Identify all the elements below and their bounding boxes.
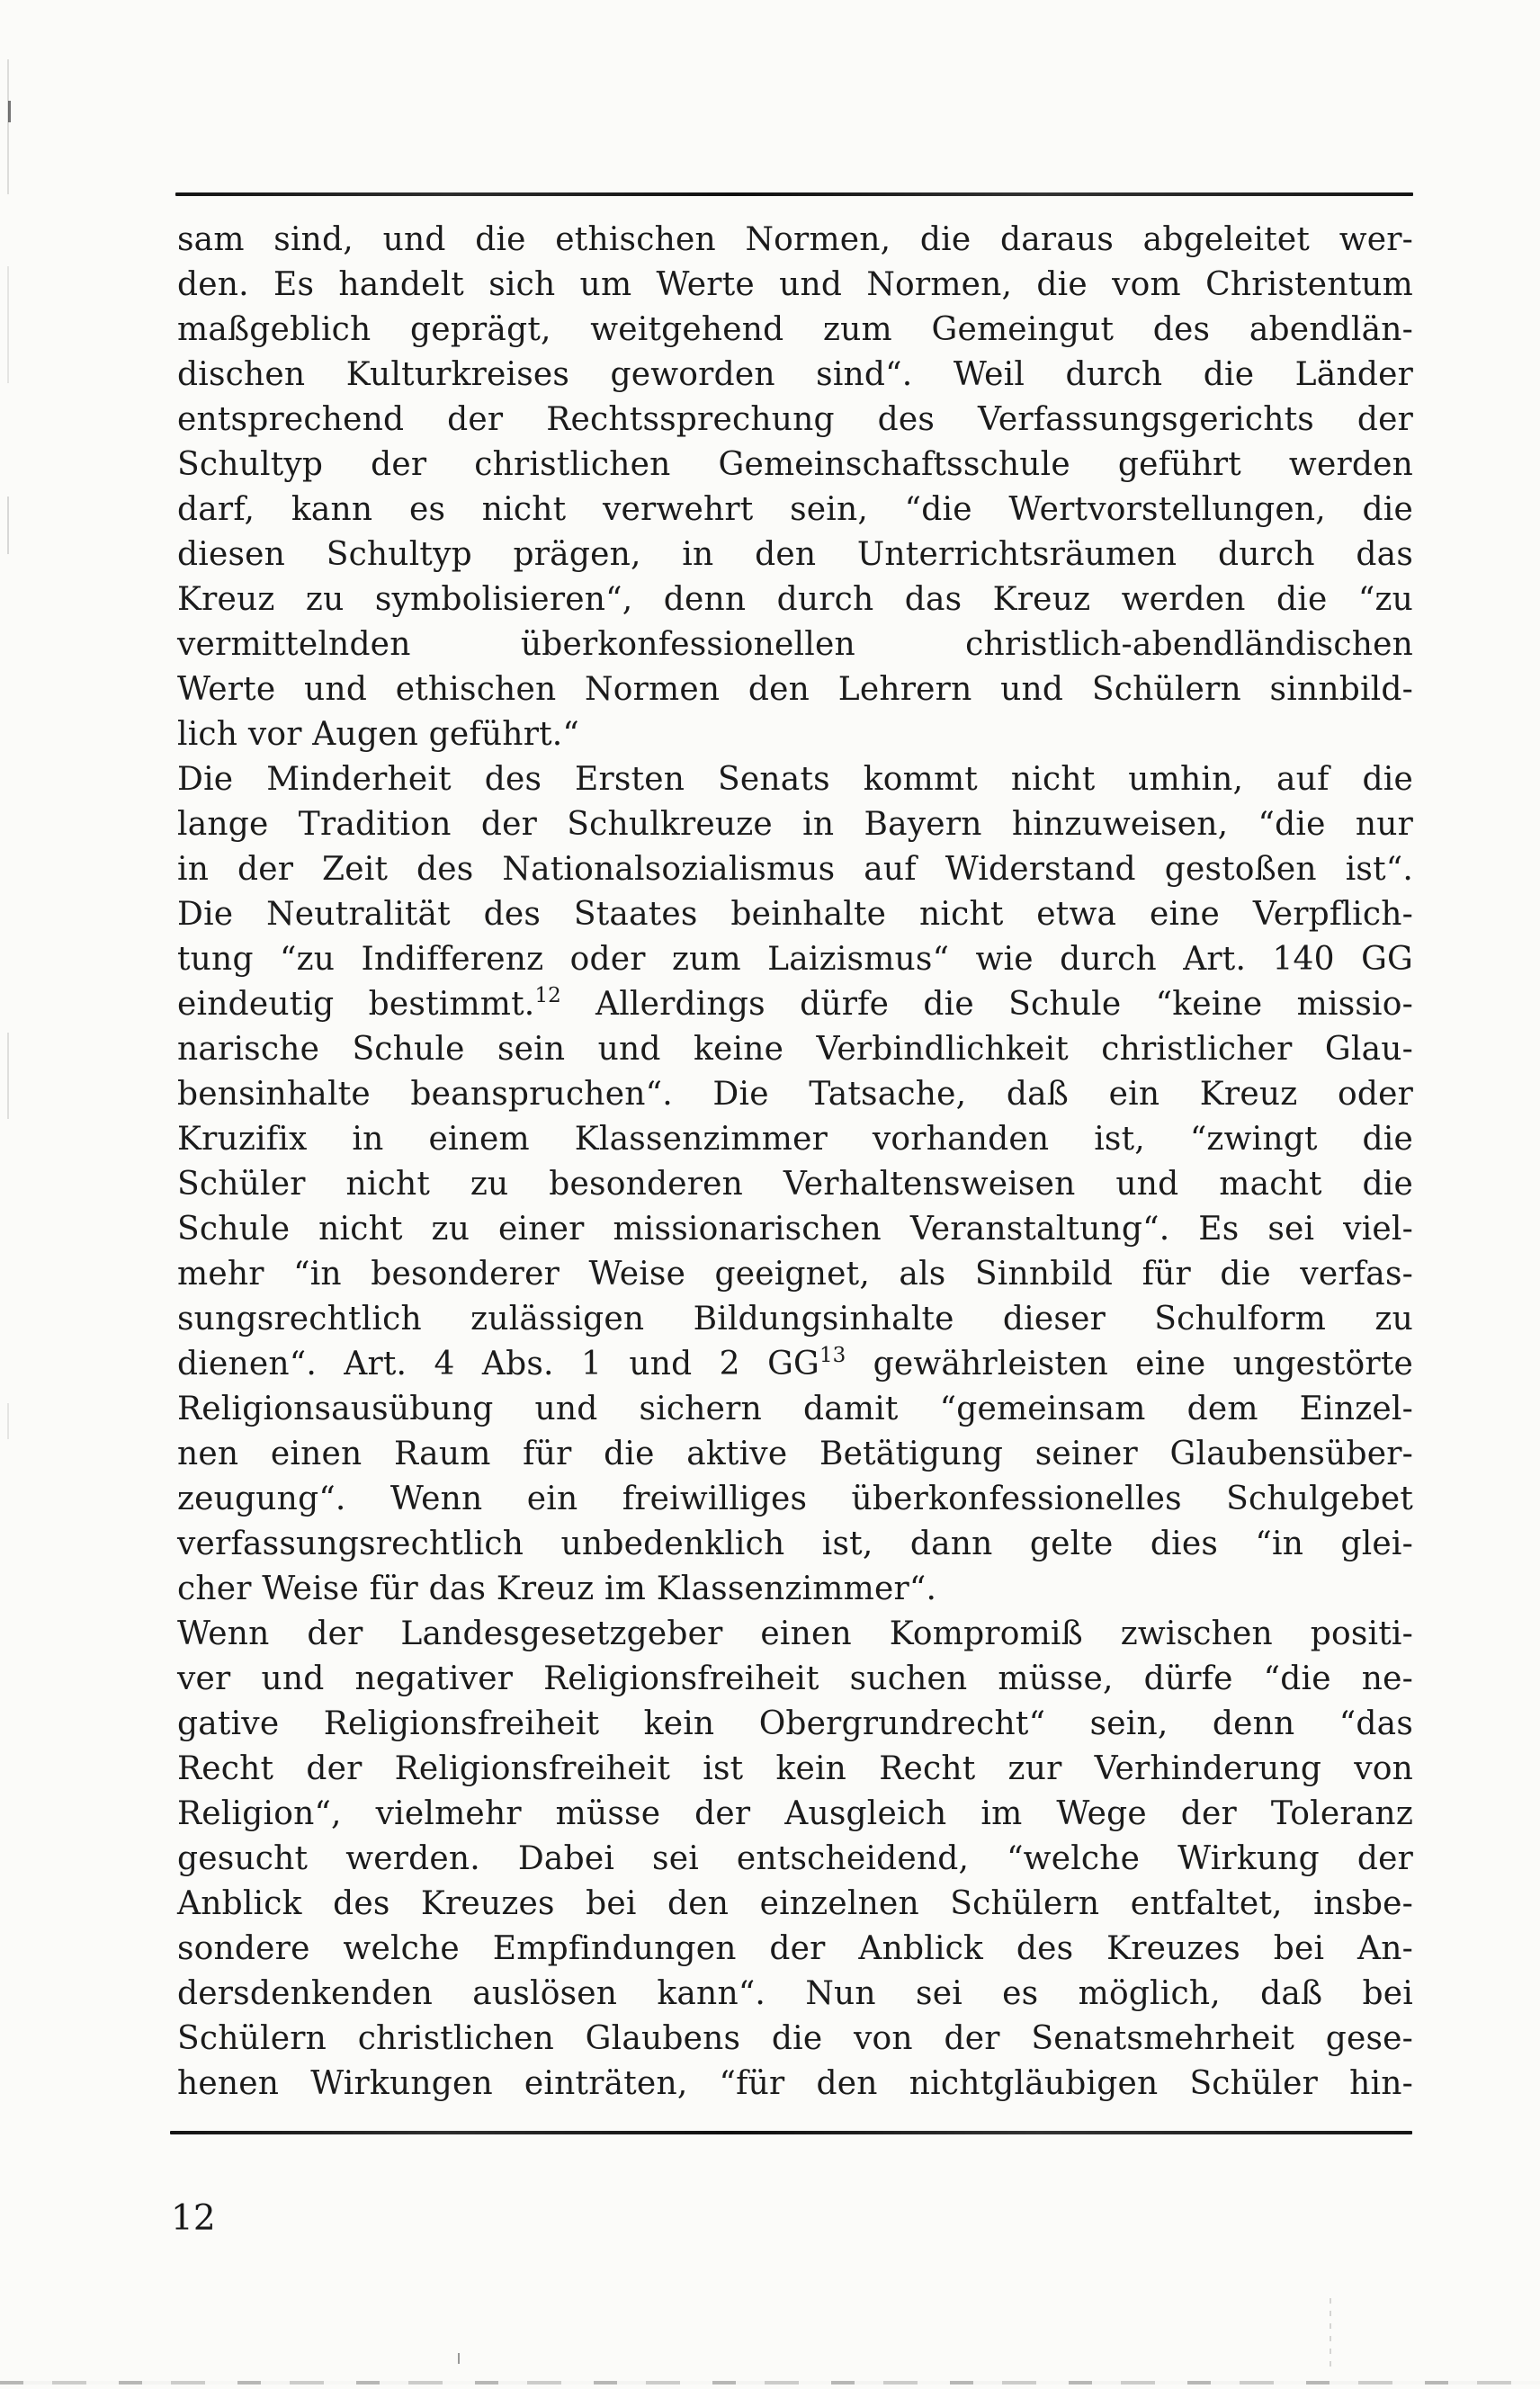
text-line: vermittelnden überkonfessionellen christlich-abendländischen xyxy=(177,626,1413,663)
text-line: Die Minderheit des Ersten Senats kommt nicht umhin, auf die xyxy=(177,761,1413,798)
scan-artifact-left-margin xyxy=(7,266,9,383)
scan-artifact-left-margin xyxy=(7,1403,9,1439)
scan-artifact-bottom-edge xyxy=(0,2381,1540,2385)
text-line: Kreuz zu symbolisieren“, denn durch das Kreuz werden die “zu xyxy=(177,581,1413,618)
footnote-marker: 13 xyxy=(819,1344,846,1367)
text-line: in der Zeit des Nationalsozialismus auf Widerstand gestoßen ist“. xyxy=(177,851,1413,888)
text-line: Schule nicht zu einer missionarischen Veranstaltung“. Es sei viel- xyxy=(177,1211,1413,1248)
text-line: mehr “in besonderer Weise geeignet, als Sinnbild für die verfas- xyxy=(177,1256,1413,1293)
text-block xyxy=(177,218,1413,2107)
text-line: dienen“. Art. 4 Abs. 1 und 2 GG$^{13}$ gewährleisten eine ungestörte xyxy=(177,1344,1413,1382)
text-line: dischen Kulturkreises geworden sind“. Weil durch die Länder xyxy=(177,356,1413,393)
text-line: Werte und ethischen Normen den Lehrern und Schülern sinnbild- xyxy=(177,671,1413,708)
text-line: sam sind, und die ethischen Normen, die daraus abgeleitet wer- xyxy=(177,221,1413,258)
page-number: 12 xyxy=(171,2198,216,2239)
text-line: narische Schule sein und keine Verbindlichkeit christlicher Glau- xyxy=(177,1031,1413,1068)
text-line: Schüler nicht zu besonderen Verhaltensweisen und macht die xyxy=(177,1166,1413,1203)
scan-artifact-speck xyxy=(458,2353,460,2364)
text-line: cher Weise für das Kreuz im Klassenzimmer“. xyxy=(177,1570,937,1607)
text-line: sondere welche Empfindungen der Anblick des Kreuzes bei An- xyxy=(177,1930,1413,1967)
text-line: dersdenkenden auslösen kann“. Nun sei es möglich, daß bei xyxy=(177,1975,1413,2012)
text-line: Anblick des Kreuzes bei den einzelnen Schülern entfaltet, insbe- xyxy=(177,1885,1413,1922)
footnote-marker: 12 xyxy=(534,984,561,1007)
top-rule xyxy=(175,192,1413,196)
text-line: verfassungsrechtlich unbedenklich ist, dann gelte dies “in glei- xyxy=(177,1526,1413,1562)
text-line: Wenn der Landesgesetzgeber einen Kompromiß zwischen positi- xyxy=(177,1615,1413,1652)
text-line: lich vor Augen geführt.“ xyxy=(177,716,580,753)
text-line: ver und negativer Religionsfreiheit suchen müsse, dürfe “die ne- xyxy=(177,1660,1413,1697)
text-line: zeugung“. Wenn ein freiwilliges überkonfessionelles Schulgebet xyxy=(177,1481,1413,1517)
bottom-rule xyxy=(170,2131,1412,2134)
text-line: nen einen Raum für die aktive Betätigung seiner Glaubensüber- xyxy=(177,1436,1413,1472)
text-line: bensinhalte beanspruchen“. Die Tatsache, daß ein Kreuz oder xyxy=(177,1076,1413,1113)
text-line: Recht der Religionsfreiheit ist kein Recht zur Verhinderung von xyxy=(177,1750,1413,1787)
scan-artifact-right-margin xyxy=(1330,2298,1331,2370)
text-line: eindeutig bestimmt.$^{12}$ Allerdings dürfe die Schule “keine missio- xyxy=(177,984,1413,1023)
text-line: entsprechend der Rechtssprechung des Verfassungsgerichts der xyxy=(177,401,1413,438)
text-line: lange Tradition der Schulkreuze in Bayern hinzuweisen, “die nur xyxy=(177,806,1413,843)
text-line: gative Religionsfreiheit kein Obergrundrecht“ sein, denn “das xyxy=(177,1705,1413,1742)
scan-artifact-left-margin xyxy=(7,59,9,194)
text-line: henen Wirkungen einträten, “für den nichtgläubigen Schüler hin- xyxy=(177,2065,1413,2102)
text-line: Schultyp der christlichen Gemeinschaftsschule geführt werden xyxy=(177,446,1413,483)
text-line: Religion“, vielmehr müsse der Ausgleich im Wege der Toleranz xyxy=(177,1795,1413,1832)
text-line: Die Neutralität des Staates beinhalte nicht etwa eine Verpflich- xyxy=(177,896,1413,933)
text-line: Schülern christlichen Glaubens die von der Senatsmehrheit gese- xyxy=(177,2020,1413,2057)
text-line: gesucht werden. Dabei sei entscheidend, “welche Wirkung der xyxy=(177,1840,1413,1877)
scan-artifact-left-margin xyxy=(8,101,11,122)
text-line: den. Es handelt sich um Werte und Normen, die vom Christentum xyxy=(177,266,1413,303)
text-line: Kruzifix in einem Klassenzimmer vorhanden ist, “zwingt die xyxy=(177,1121,1413,1158)
scan-artifact-left-margin xyxy=(7,497,9,554)
text-line: maßgeblich geprägt, weitgehend zum Gemeingut des abendlän- xyxy=(177,311,1413,348)
text-line: sungsrechtlich zulässigen Bildungsinhalte dieser Schulform zu xyxy=(177,1301,1413,1338)
text-line: darf, kann es nicht verwehrt sein, “die Wertvorstellungen, die xyxy=(177,491,1413,528)
text-line: diesen Schultyp prägen, in den Unterrichtsräumen durch das xyxy=(177,536,1413,573)
scan-artifact-left-margin xyxy=(7,1033,9,1119)
text-line: Religionsausübung und sichern damit “gemeinsam dem Einzel- xyxy=(177,1391,1413,1427)
text-line: tung “zu Indifferenz oder zum Laizismus“ wie durch Art. 140 GG xyxy=(177,941,1413,978)
